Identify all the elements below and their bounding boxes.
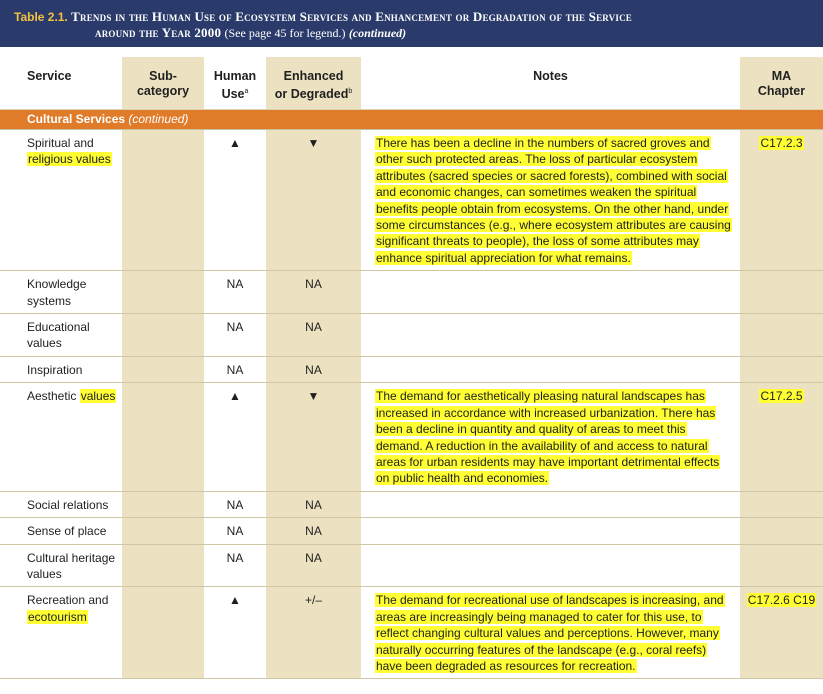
service-cell bbox=[0, 383, 122, 491]
service-name: Inspiration bbox=[27, 362, 83, 377]
human-use-cell bbox=[204, 518, 266, 544]
notes-cell bbox=[361, 130, 740, 271]
table-row bbox=[0, 271, 823, 314]
notes-text: The demand for aesthetically pleasing natural landscapes has increased in accordance with increased urbanization. There has been a decline in quantity and quality of areas to meet this demand. A reduction in the availability of and access to natural areas for urban residents may have important detrimental effects on public health and economies. bbox=[376, 389, 720, 486]
legend-note: (See page 45 for legend.) bbox=[224, 26, 346, 40]
enhanced-degraded-value: ▼ bbox=[307, 389, 320, 404]
header-human-use: Human Use$^a$ bbox=[204, 57, 266, 110]
subcategory-cell bbox=[122, 518, 204, 544]
notes-cell bbox=[361, 518, 740, 544]
notes-cell bbox=[361, 587, 740, 679]
service-cell bbox=[0, 356, 122, 382]
header-ma-chapter: MA Chapter bbox=[740, 57, 823, 110]
table-row bbox=[0, 544, 823, 587]
title-text-2: around the Year 2000 bbox=[95, 25, 222, 40]
enhanced-degraded-cell bbox=[266, 356, 361, 382]
subcategory-cell bbox=[122, 587, 204, 679]
enhanced-degraded-cell bbox=[266, 383, 361, 491]
continued-label: (continued) bbox=[348, 26, 407, 40]
service-cell bbox=[0, 518, 122, 544]
ma-chapter-cell bbox=[740, 356, 823, 382]
service-cell bbox=[0, 544, 122, 587]
header-row bbox=[0, 57, 823, 110]
enhanced-degraded-cell bbox=[266, 518, 361, 544]
human-use-cell bbox=[204, 314, 266, 357]
enhanced-degraded-cell bbox=[266, 271, 361, 314]
table-row bbox=[0, 383, 823, 491]
service-name-highlighted: values bbox=[80, 389, 116, 404]
enhanced-degraded-value: NA bbox=[305, 550, 322, 565]
ma-chapter-cell bbox=[740, 587, 823, 679]
table-row bbox=[0, 130, 823, 271]
notes-cell bbox=[361, 383, 740, 491]
subcategory-cell bbox=[122, 491, 204, 517]
ma-chapter-cell bbox=[740, 130, 823, 271]
table-number: Table 2.1. bbox=[14, 10, 68, 24]
human-use-cell bbox=[204, 587, 266, 679]
subcategory-cell bbox=[122, 314, 204, 357]
enhanced-degraded-cell bbox=[266, 130, 361, 271]
notes-cell bbox=[361, 271, 740, 314]
enhanced-degraded-cell bbox=[266, 587, 361, 679]
human-use-value: NA bbox=[226, 320, 244, 335]
section-row-cultural-services bbox=[0, 110, 823, 130]
header-subcategory: Sub- category bbox=[122, 57, 204, 110]
header-notes: Notes bbox=[361, 57, 740, 110]
subcategory-cell bbox=[122, 130, 204, 271]
service-cell bbox=[0, 587, 122, 679]
human-use-cell bbox=[204, 491, 266, 517]
service-name-highlighted: religious values bbox=[28, 152, 111, 167]
service-name: Sense of place bbox=[27, 524, 107, 539]
service-name: Educational values bbox=[27, 320, 90, 351]
ma-chapter-cell bbox=[740, 491, 823, 517]
human-use-value: NA bbox=[226, 362, 244, 377]
ma-chapter-cell bbox=[740, 518, 823, 544]
notes-cell bbox=[361, 544, 740, 587]
ecosystem-services-table bbox=[0, 57, 823, 679]
enhanced-degraded-cell bbox=[266, 491, 361, 517]
enhanced-degraded-cell bbox=[266, 314, 361, 357]
service-name: Social relations bbox=[27, 497, 109, 512]
service-cell bbox=[0, 491, 122, 517]
ma-chapter-ref: C17.2.6 C19 bbox=[747, 593, 816, 608]
notes-cell bbox=[361, 314, 740, 357]
service-name: Cultural heritage values bbox=[27, 550, 116, 581]
human-use-cell bbox=[204, 356, 266, 382]
subcategory-cell bbox=[122, 271, 204, 314]
human-use-value: NA bbox=[226, 497, 244, 512]
title-line-2 bbox=[14, 25, 813, 41]
subcategory-cell bbox=[122, 383, 204, 491]
title-line-1 bbox=[14, 9, 813, 25]
service-cell bbox=[0, 130, 122, 271]
notes-text: The demand for recreational use of landscapes is increasing, and areas are increasingly being managed to cater for this use, to reflect changing cultural values and perceptions. However, many naturally occurring features of the landscape (e.g., coral reefs) have been degraded as resources for recreation. bbox=[376, 593, 724, 673]
enhanced-degraded-value: NA bbox=[305, 320, 322, 335]
enhanced-degraded-value: NA bbox=[305, 497, 322, 512]
human-use-cell bbox=[204, 130, 266, 271]
human-use-cell bbox=[204, 383, 266, 491]
notes-text: There has been a decline in the numbers of sacred groves and other such protected areas. The loss of particular ecosystem attributes (sacred species or sacred forests), combined with social and economic changes, can sometimes weaken the spiritual benefits people obtain from ecosystems. On the other hand, under some circumstances (e.g., where ecosystem attributes are causing significant threats to people), the loss of some attributes may enhance spiritual appreciation for what remains. bbox=[376, 136, 731, 265]
human-use-value: ▲ bbox=[229, 593, 241, 608]
service-cell bbox=[0, 314, 122, 357]
enhanced-degraded-value: +/– bbox=[304, 593, 322, 608]
service-name: Aesthetic bbox=[27, 389, 77, 404]
header-service: Service bbox=[0, 57, 122, 110]
table-title bbox=[0, 0, 823, 47]
title-text-1: Trends in the Human Use of Ecosystem Services and Enhancement or Degradation of the Service bbox=[71, 9, 632, 24]
ma-chapter-cell bbox=[740, 383, 823, 491]
service-name: Spiritual and bbox=[27, 136, 94, 150]
service-name-highlighted: ecotourism bbox=[28, 609, 87, 624]
notes-cell bbox=[361, 491, 740, 517]
human-use-value: NA bbox=[226, 277, 244, 292]
ma-chapter-cell bbox=[740, 314, 823, 357]
enhanced-degraded-value: ▼ bbox=[307, 136, 320, 150]
human-use-value: NA bbox=[226, 550, 244, 565]
subcategory-cell bbox=[122, 356, 204, 382]
enhanced-degraded-cell bbox=[266, 544, 361, 587]
human-use-value: NA bbox=[226, 524, 244, 539]
enhanced-degraded-value: NA bbox=[305, 277, 322, 292]
table-row bbox=[0, 587, 823, 679]
human-use-cell bbox=[204, 544, 266, 587]
ma-chapter-cell bbox=[740, 544, 823, 587]
header-enhanced-degraded: Enhanced or Degraded$^b$ bbox=[266, 57, 361, 110]
service-name: Knowledge systems bbox=[27, 277, 87, 308]
human-use-value: ▲ bbox=[229, 136, 241, 150]
service-cell bbox=[0, 271, 122, 314]
table-row bbox=[0, 518, 823, 544]
human-use-cell bbox=[204, 271, 266, 314]
ma-chapter-cell bbox=[740, 271, 823, 314]
notes-cell bbox=[361, 356, 740, 382]
ma-chapter-ref: C17.2.3 bbox=[760, 136, 803, 150]
ma-chapter-ref: C17.2.5 bbox=[760, 389, 803, 404]
human-use-value: ▲ bbox=[229, 389, 241, 404]
section-label: Cultural Services (continued) bbox=[0, 110, 823, 130]
table-row bbox=[0, 491, 823, 517]
table-row bbox=[0, 314, 823, 357]
enhanced-degraded-value: NA bbox=[305, 362, 322, 377]
table-row bbox=[0, 356, 823, 382]
service-name: Recreation and bbox=[27, 593, 109, 608]
enhanced-degraded-value: NA bbox=[305, 524, 322, 539]
subcategory-cell bbox=[122, 544, 204, 587]
